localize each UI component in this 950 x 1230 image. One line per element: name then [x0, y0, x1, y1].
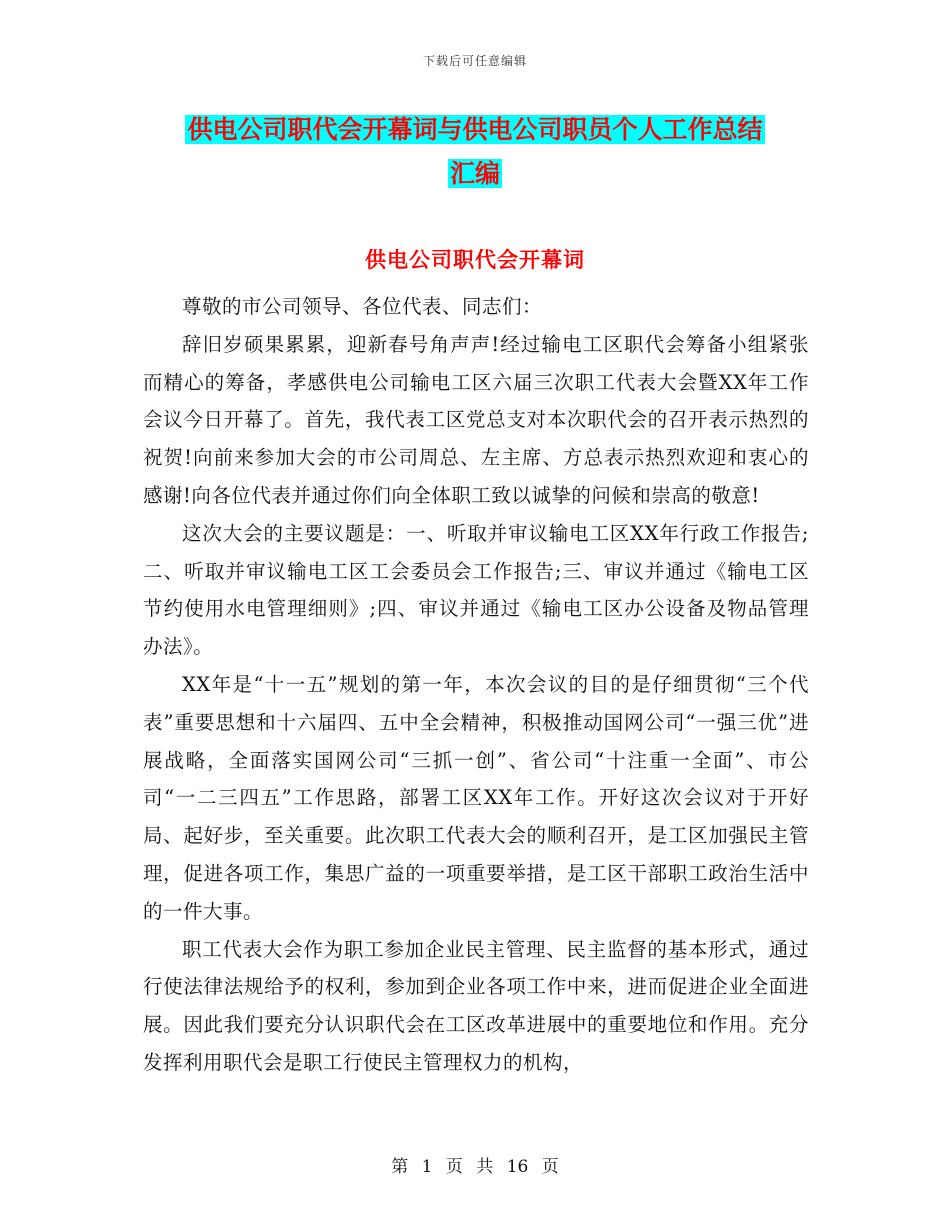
paragraph: 辞旧岁硕果累累，迎新春号角声声!经过输电工区职代会筹备小组紧张而精心的筹备，孝感供电公司输电工区六届三次职工代表大会暨XX年工作会议今日开幕了。首先，我代表工区党总支对本次职代会的召开表示热烈的祝贺!向前来参加大会的市公司周总、左主席、方总表示热烈欢迎和衷心的感谢!向各位代表并通过你们向全体职工致以诚挚的问候和崇高的敬意!	[143, 332, 809, 507]
section-title: 供电公司职代会开幕词	[365, 247, 585, 272]
paragraph: 这次大会的主要议题是：一、听取并审议输电工区XX年行政工作报告;二、听取并审议输电工区工会委员会工作报告;三、审议并通过《输电工区节约使用水电管理细则》;四、审议并通过《输电工区办公设备及物品管理办法》。	[143, 521, 809, 659]
header-note: 下载后可任意编辑	[422, 54, 527, 68]
paragraph: 尊敬的市公司领导、各位代表、同志们：	[182, 295, 543, 318]
page-footer: 第 1 页 共 16 页	[391, 1157, 559, 1177]
body-content	[143, 288, 809, 1082]
paragraph: 职工代表大会作为职工参加企业民主管理、民主监督的基本形式，通过行使法律法规给予的权利，参加到企业各项工作中来，进而促进企业全面进展。因此我们要充分认识职代会在工区改革进展中的重要地位和作用。充分发挥利用职代会是职工行使民主管理权力的机构，	[143, 937, 809, 1074]
main-title-line2: 汇编	[449, 159, 500, 188]
paragraph: XX年是“十一五”规划的第一年，本次会议的目的是仔细贯彻“三个代表”重要思想和十六届四、五中全会精神，积极推动国网公司“一强三优”进展战略，全面落实国网公司“三抓一创”、省公司“十注重一全面”、市公司“一二三四五”工作思路，部署工区XX年工作。开好这次会议对于开好局、起好步，至关重要。此次职工代表大会的顺利召开，是工区加强民主管理，促进各项工作，集思广益的一项重要举措，是工区干部职工政治生活中的一件大事。	[143, 672, 809, 923]
main-title-line1: 供电公司职代会开幕词与供电公司职员个人工作总结	[187, 115, 763, 144]
main-title	[140, 108, 810, 196]
